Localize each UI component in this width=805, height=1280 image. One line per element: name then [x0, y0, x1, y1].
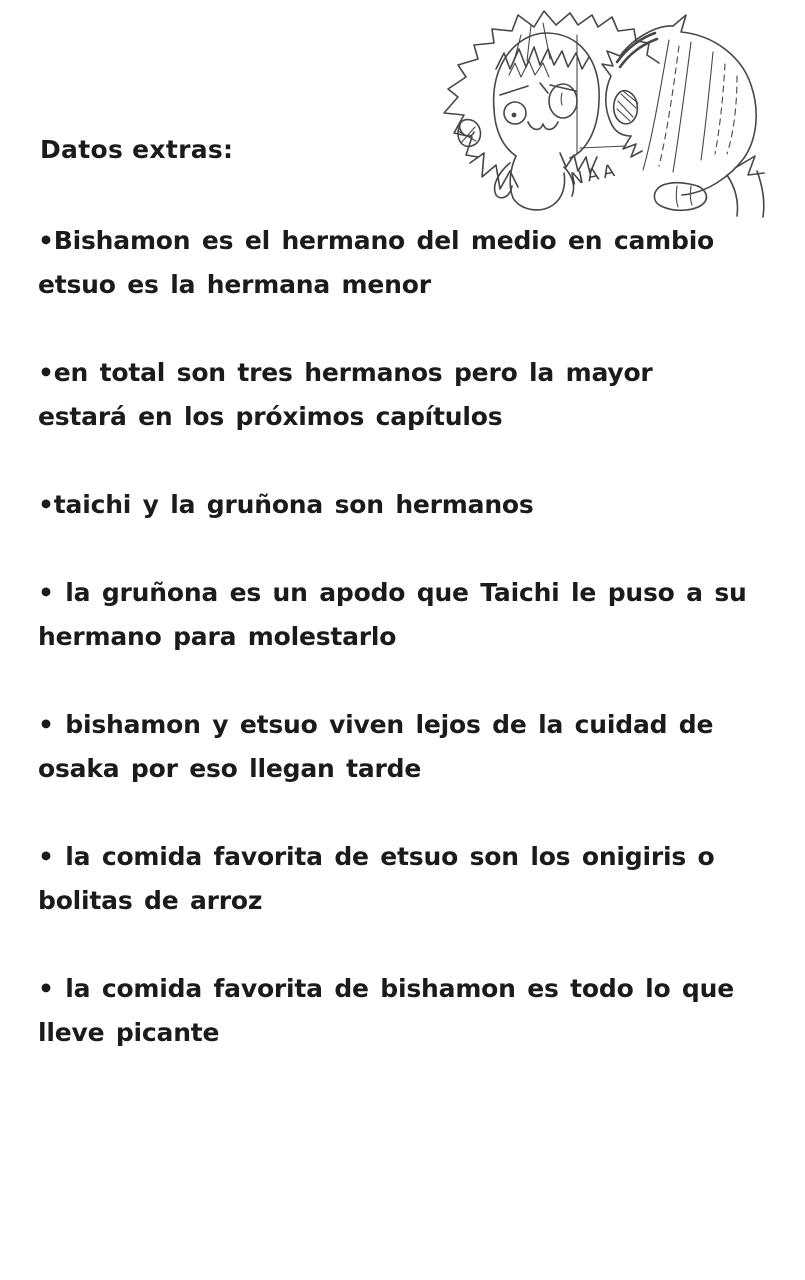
- note-line: • la comida favorita de etsuo son los onigiris o: [38, 842, 715, 871]
- note-line: •en total son tres hermanos pero la mayor: [38, 358, 653, 387]
- note-item: [38, 219, 799, 307]
- note-item: [38, 703, 799, 791]
- note-line: etsuo es la hermana menor: [38, 270, 431, 299]
- note-line: hermano para molestarlo: [38, 622, 397, 651]
- note-line: •taichi y la gruñona son hermanos: [38, 490, 534, 519]
- note-line: • la comida favorita de bishamon es todo lo que: [38, 974, 734, 1003]
- doodle-scribbled-eye: [614, 91, 638, 124]
- doodle-right-eye: [549, 84, 577, 118]
- page-title: Datos extras:: [40, 135, 234, 164]
- note-item: [38, 351, 799, 439]
- note-line: • bishamon y etsuo viven lejos de la cuidad de: [38, 710, 714, 739]
- note-item: [38, 483, 799, 527]
- note-item: [38, 967, 799, 1055]
- note-item: [38, 571, 799, 659]
- doodle-right-hair-dome: [673, 15, 756, 195]
- note-line: lleve picante: [38, 1018, 220, 1047]
- note-line: osaka por eso llegan tarde: [38, 754, 422, 783]
- note-line: •Bishamon es el hermano del medio en cambio: [38, 226, 715, 255]
- note-line: bolitas de arroz: [38, 886, 263, 915]
- doodle-fist: [654, 183, 706, 211]
- doodle-sketch: [430, 5, 805, 230]
- doodle-left-body: [510, 156, 564, 210]
- note-line: • la gruñona es un apodo que Taichi le puso a su: [38, 578, 747, 607]
- note-item: [38, 835, 799, 923]
- doodle-handwriting: NAA: [568, 160, 621, 190]
- doodle-cat-mouth: [528, 122, 558, 129]
- notes-list: [38, 219, 799, 1099]
- note-line: estará en los próximos capítulos: [38, 402, 503, 431]
